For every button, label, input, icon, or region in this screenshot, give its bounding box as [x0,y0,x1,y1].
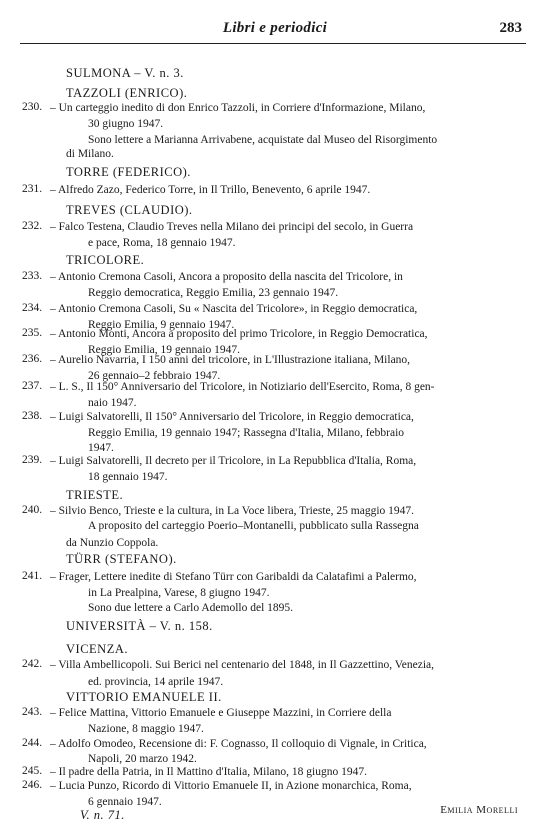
subject-heading: TRICOLORE. [66,253,145,267]
entry-citation-line: – Silvio Benco, Trieste e la cultura, in La Voce libera, Trieste, 25 maggio 1947. [50,505,415,517]
entry-number: 246. [22,779,43,791]
entry-citation-line: – Un carteggio inedito di don Enrico Tazzoli, in Corriere d'Informazione, Milano, [50,102,426,114]
entry-number: 243. [22,706,43,718]
entry-number: 241. [22,570,43,582]
entry-citation-line: – Il padre della Patria, in Il Mattino d'Italia, Milano, 18 giugno 1947. [50,766,367,778]
entry-citation-line: – Alfredo Zazo, Federico Torre, in Il Trillo, Benevento, 6 aprile 1947. [50,184,371,196]
entry-citation-line: – Felice Mattina, Vittorio Emanuele e Giuseppe Mazzini, in Corriere della [50,707,392,719]
entry-citation-line: 6 gennaio 1947. [88,796,162,808]
entry-note-line: da Nunzio Coppola. [66,537,159,549]
subject-heading: TORRE (FEDERICO). [66,165,191,179]
running-header-title: Libri e periodici [222,20,328,36]
header-rule [20,43,526,44]
subject-heading: TREVES (CLAUDIO). [66,203,193,217]
entry-citation-line: Reggio Emilia, 19 gennaio 1947. [88,344,241,356]
entry-citation-line: – Falco Testena, Claudio Treves nella Milano dei principi del secolo, in Guerra [50,221,414,233]
subject-heading: TÜRR (STEFANO). [66,552,177,566]
entry-citation-line: Napoli, 20 marzo 1942. [88,753,197,765]
entry-note-line: Sono lettere a Marianna Arrivabene, acquistate dal Museo del Risorgimento [88,134,438,146]
entry-number: 231. [22,183,43,195]
entry-citation-line: ed. provincia, 14 aprile 1947. [88,676,224,688]
entry-number: 233. [22,270,43,282]
entry-number: 230. [22,101,43,113]
entry-number: 240. [22,504,43,516]
entry-citation-line: Reggio Emilia, 19 gennaio 1947; Rassegna d'Italia, Milano, febbraio [88,427,405,439]
entry-citation-line: – Frager, Lettere inedite di Stefano Türr con Garibaldi da Calatafimi a Palermo, [50,571,417,583]
entry-citation-line: Reggio democratica, Reggio Emilia, 23 gennaio 1947. [88,287,339,299]
entry-citation-line: 1947. [88,442,114,454]
entry-citation-line: 18 gennaio 1947. [88,471,168,483]
entry-citation-line: – Villa Ambellicopoli. Sui Berici nel centenario del 1848, in Il Gazzettino, Venezia, [50,659,435,671]
entry-citation-line: Nazione, 8 maggio 1947. [88,723,204,735]
entry-number: 242. [22,658,43,670]
entry-citation-line: – Luigi Salvatorelli, Il 150° Anniversario del Tricolore, in Reggio democratica, [50,411,414,423]
subject-heading: SULMONA – V. n. 3. [66,66,184,80]
entry-citation-line: – Aurelio Navarria, I 150 anni del tricolore, in L'Illustrazione italiana, Milano, [50,354,411,366]
entry-citation-line: – Lucia Punzo, Ricordo di Vittorio Emanuele II, in Azione monarchica, Roma, [50,780,412,792]
entry-number: 239. [22,454,43,466]
entry-citation-line: e pace, Roma, 18 gennaio 1947. [88,237,236,249]
page-number: 283 [499,20,522,36]
entry-citation-line: – Antonio Cremona Casoli, Su « Nascita del Tricolore», in Reggio democratica, [50,303,418,315]
subject-heading: UNIVERSITÀ – V. n. 158. [66,619,213,633]
entry-number: 236. [22,353,43,365]
author-signature: Emilia Morelli [440,804,518,816]
entry-note-line: di Milano. [66,148,114,160]
entry-number: 234. [22,302,43,314]
entry-number: 232. [22,220,43,232]
entry-citation-line: – L. S., Il 150° Anniversario del Tricolore, in Notiziario dell'Esercito, Roma, 8 gen- [50,381,435,393]
entry-citation-line: – Antonio Cremona Casoli, Ancora a proposito della nascita del Tricolore, in [50,271,403,283]
entry-citation-line: 26 gennaio–2 febbraio 1947. [88,370,221,382]
subject-heading: V. n. 71. [80,808,125,822]
entry-number: 245. [22,765,43,777]
entry-number: 235. [22,327,43,339]
entry-citation-line: 30 giugno 1947. [88,118,164,130]
entry-note-line: Sono due lettere a Carlo Ademollo del 1895. [88,602,294,614]
entry-note-line: A proposito del carteggio Poerio–Montanelli, pubblicato sulla Rassegna [88,520,419,532]
entry-number: 244. [22,737,43,749]
subject-heading: VICENZA. [66,642,128,656]
entry-citation-line: in La Prealpina, Varese, 8 giugno 1947. [88,587,270,599]
entry-citation-line: Reggio Emilia, 9 gennaio 1947. [88,319,235,331]
entry-number: 238. [22,410,43,422]
entry-citation-line: – Luigi Salvatorelli, Il decreto per il Tricolore, in La Repubblica d'Italia, Roma, [50,455,417,467]
entry-citation-line: – Adolfo Omodeo, Recensione di: F. Cognasso, Il colloquio di Vignale, in Critica, [50,738,427,750]
entry-citation-line: naio 1947. [88,397,137,409]
subject-heading: TAZZOLI (ENRICO). [66,86,188,100]
entry-citation-line: – Antonio Monti, Ancora a proposito del primo Tricolore, in Reggio Democratica, [50,328,428,340]
entry-number: 237. [22,380,43,392]
subject-heading: VITTORIO EMANUELE II. [66,690,222,704]
subject-heading: TRIESTE. [66,488,124,502]
